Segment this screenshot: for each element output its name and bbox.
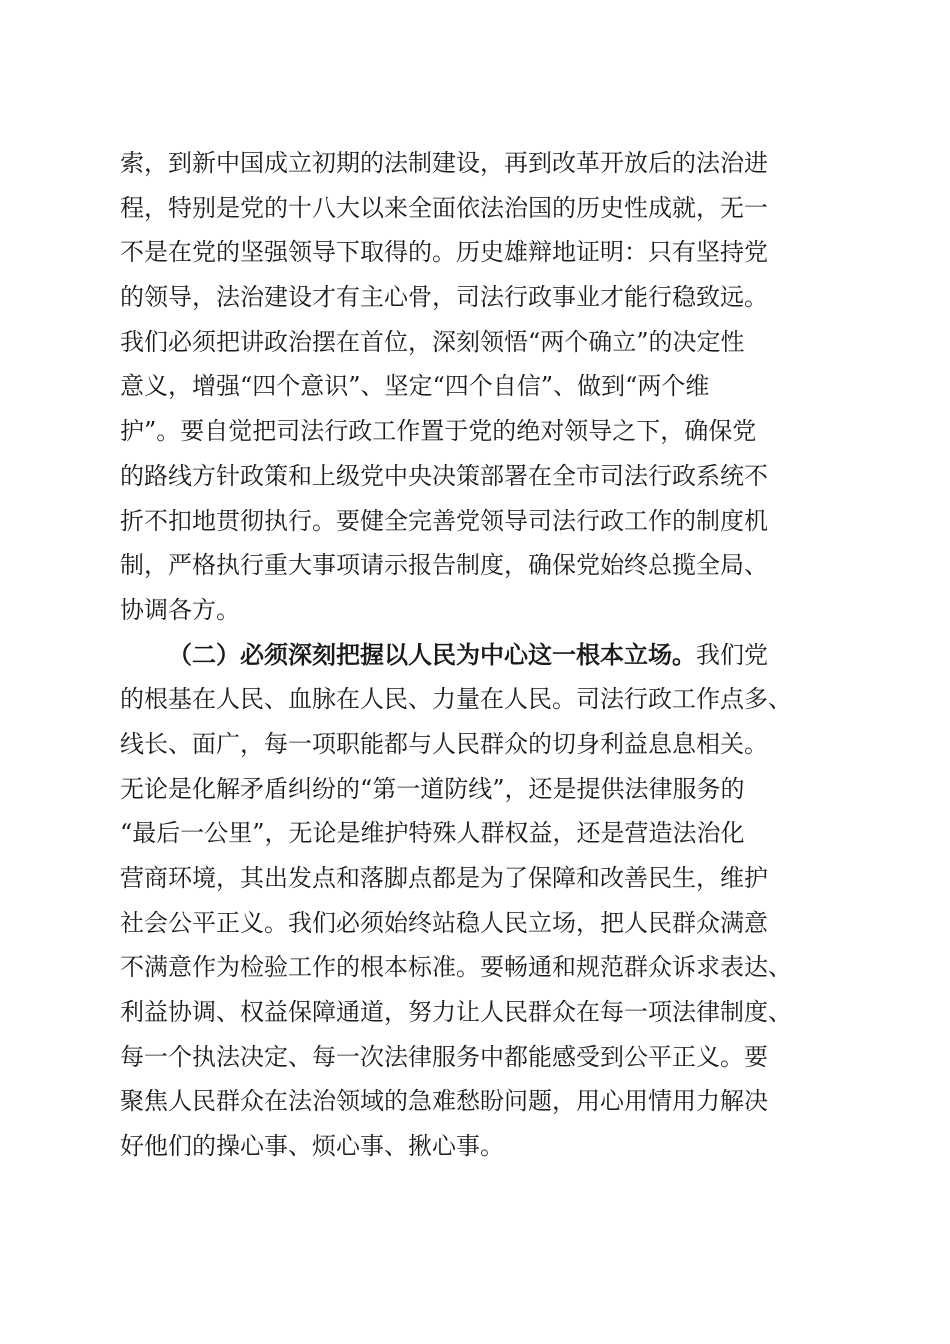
section-heading: （二）必须深刻把握以人民为中心这一根本立场。 <box>168 640 696 669</box>
text-line: 每一个执法决定、每一次法律服务中都能感受到公平正义。要 <box>120 1042 768 1071</box>
text-line: 无论是化解矛盾纠纷的“第一道防线”，还是提供法律服务的 <box>120 774 745 803</box>
body-text <box>120 141 840 1169</box>
text-line: 折不扣地贯彻执行。要健全完善党领导司法行政工作的制度机 <box>120 506 768 535</box>
text-line: 意义，增强“四个意识”、坚定“四个自信”、做到“两个维 <box>120 372 710 401</box>
section-heading-line <box>120 633 840 678</box>
text-line: 索，到新中国成立初期的法制建设，再到改革开放后的法治进 <box>120 149 768 177</box>
text-line: 的根基在人民、血脉在人民、力量在人民。司法行政工作点多、 <box>120 685 792 714</box>
text-line: 护”。要自觉把司法行政工作置于党的绝对领导之下，确保党 <box>120 417 757 446</box>
text-line: 协调各方。 <box>120 595 240 624</box>
text-line: 好他们的操心事、烦心事、揪心事。 <box>120 1132 504 1161</box>
text-run: 我们党 <box>696 640 768 669</box>
text-line: 营商环境，其出发点和落脚点都是为了保障和改善民生，维护 <box>120 864 768 892</box>
text-line: 的领导，法治建设才有主心骨，司法行政事业才能行稳致远。 <box>120 283 768 312</box>
text-line: 不是在党的坚强领导下取得的。历史雄辩地证明：只有坚持党 <box>120 238 768 267</box>
text-line: 社会公平正义。我们必须始终站稳人民立场，把人民群众满意 <box>120 908 768 937</box>
text-line: 线长、面广，每一项职能都与人民群众的切身利益息息相关。 <box>120 729 768 758</box>
text-line: 我们必须把讲政治摆在首位，深刻领悟“两个确立”的决定性 <box>120 327 745 356</box>
text-line: 程，特别是党的十八大以来全面依法治国的历史性成就，无一 <box>120 193 768 222</box>
text-line: 的路线方针政策和上级党中央决策部署在全市司法行政系统不 <box>120 461 768 490</box>
text-line: 不满意作为检验工作的根本标准。要畅通和规范群众诉求表达、 <box>120 953 792 982</box>
text-line: 制，严格执行重大事项请示报告制度，确保党始终总揽全局、 <box>120 551 768 580</box>
text-line: “最后一公里”，无论是维护特殊人群权益，还是营造法治化 <box>120 819 745 848</box>
text-line: 聚焦人民群众在法治领域的急难愁盼问题，用心用情用力解决 <box>120 1087 768 1116</box>
text-line: 利益协调、权益保障通道，努力让人民群众在每一项法律制度、 <box>120 998 792 1027</box>
